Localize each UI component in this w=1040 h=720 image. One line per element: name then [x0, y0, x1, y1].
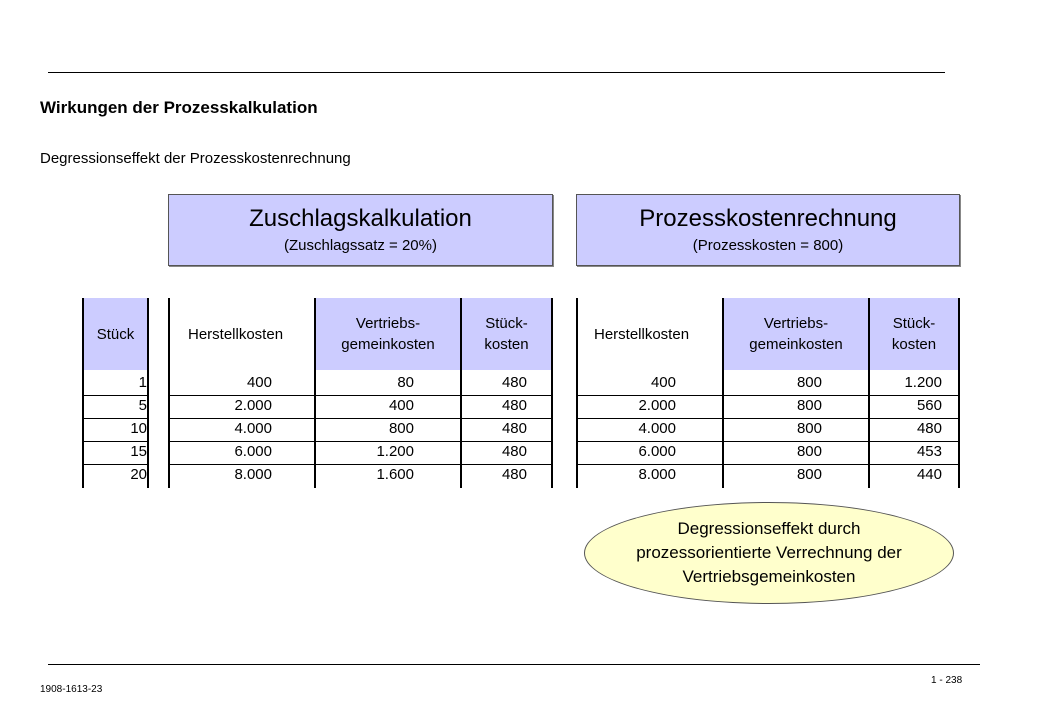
prozess-herstellkosten-cell: 8.000: [638, 466, 676, 483]
zuschlag-stueckkosten-cell: 480: [501, 374, 527, 391]
footer-code: 1908-1613-23: [40, 684, 103, 695]
zuschlag-stueckkosten-cell: 480: [501, 466, 527, 483]
zuschlag-herstellkosten-cell: 8.000: [234, 466, 272, 483]
zuschlag-herstellkosten-cell: 400: [246, 374, 272, 391]
zuschlag-stueckkosten-cell: 480: [501, 443, 527, 460]
banner-prozesskostenrechnung: [576, 194, 960, 266]
zuschlag-herstellkosten-cell: 6.000: [234, 443, 272, 460]
banner-zuschlag-title: Zuschlagskalkulation: [249, 205, 472, 232]
prozess-herstellkosten-cell: 4.000: [638, 420, 676, 437]
banner-prozess-title: Prozesskostenrechnung: [639, 205, 897, 232]
prozess-stueckkosten-cell: 453: [916, 443, 942, 460]
zuschlag-vertriebs-cell: 800: [388, 420, 414, 437]
zuschlag-stueckkosten-cell: 480: [501, 397, 527, 414]
stueck-cell: 1: [138, 374, 147, 391]
page-subtitle: Degressionseffekt der Prozesskostenrechnung: [40, 150, 351, 167]
prozess-herstellkosten-cell: 2.000: [638, 397, 676, 414]
prozess-vertriebs-cell: 800: [796, 374, 822, 391]
banner-prozess-subtitle: (Prozesskosten = 800): [692, 237, 844, 254]
degression-callout-text: Degressionseffekt durch prozessorientierte Verrechnung der Vertriebsgemeinkosten: [636, 519, 902, 586]
stueck-cell: 5: [138, 397, 147, 414]
zuschlag-vertriebs-header: Vertriebs- gemeinkosten: [316, 298, 460, 370]
stueck-cell: 15: [130, 443, 147, 460]
banner-zuschlagskalkulation: [168, 194, 553, 266]
prozess-stueckkosten-cell: 560: [916, 397, 942, 414]
footer-page-number: 1 - 238: [931, 675, 963, 686]
prozess-vertriebs-cell: 800: [796, 420, 822, 437]
zuschlag-stueckkosten-cell: 480: [501, 420, 527, 437]
zuschlag-vertriebs-cell: 1.600: [376, 466, 414, 483]
zuschlag-herstellkosten-cell: 4.000: [234, 420, 272, 437]
degression-callout: [584, 502, 954, 604]
prozess-vertriebs-header: Vertriebs- gemeinkosten: [724, 298, 868, 370]
zuschlag-herstellkosten-header: Herstellkosten: [188, 325, 284, 343]
prozess-vertriebs-cell: 800: [796, 443, 822, 460]
prozess-stueckkosten-header: Stück- kosten: [870, 298, 958, 370]
prozess-stueckkosten-cell: 1.200: [904, 374, 942, 391]
zuschlag-vertriebs-cell: 400: [388, 397, 414, 414]
prozess-herstellkosten-header: Herstellkosten: [594, 325, 690, 343]
page-title: Wirkungen der Prozesskalkulation: [40, 98, 318, 117]
stueck-header: Stück: [84, 298, 147, 370]
prozess-herstellkosten-cell: 400: [650, 374, 676, 391]
prozess-stueckkosten-cell: 440: [916, 466, 942, 483]
prozess-vertriebs-cell: 800: [796, 466, 822, 483]
zuschlag-vertriebs-cell: 1.200: [376, 443, 414, 460]
stueck-cell: 10: [130, 420, 147, 437]
bottom-rule: [48, 664, 980, 665]
stueck-cell: 20: [130, 466, 147, 483]
banner-zuschlag-subtitle: (Zuschlagssatz = 20%): [284, 237, 437, 254]
prozess-stueckkosten-cell: 480: [916, 420, 942, 437]
zuschlag-stueckkosten-header: Stück- kosten: [462, 298, 551, 370]
top-rule: [48, 72, 945, 73]
zuschlag-vertriebs-cell: 80: [397, 374, 414, 391]
prozess-herstellkosten-cell: 6.000: [638, 443, 676, 460]
zuschlag-herstellkosten-cell: 2.000: [234, 397, 272, 414]
prozess-vertriebs-cell: 800: [796, 397, 822, 414]
